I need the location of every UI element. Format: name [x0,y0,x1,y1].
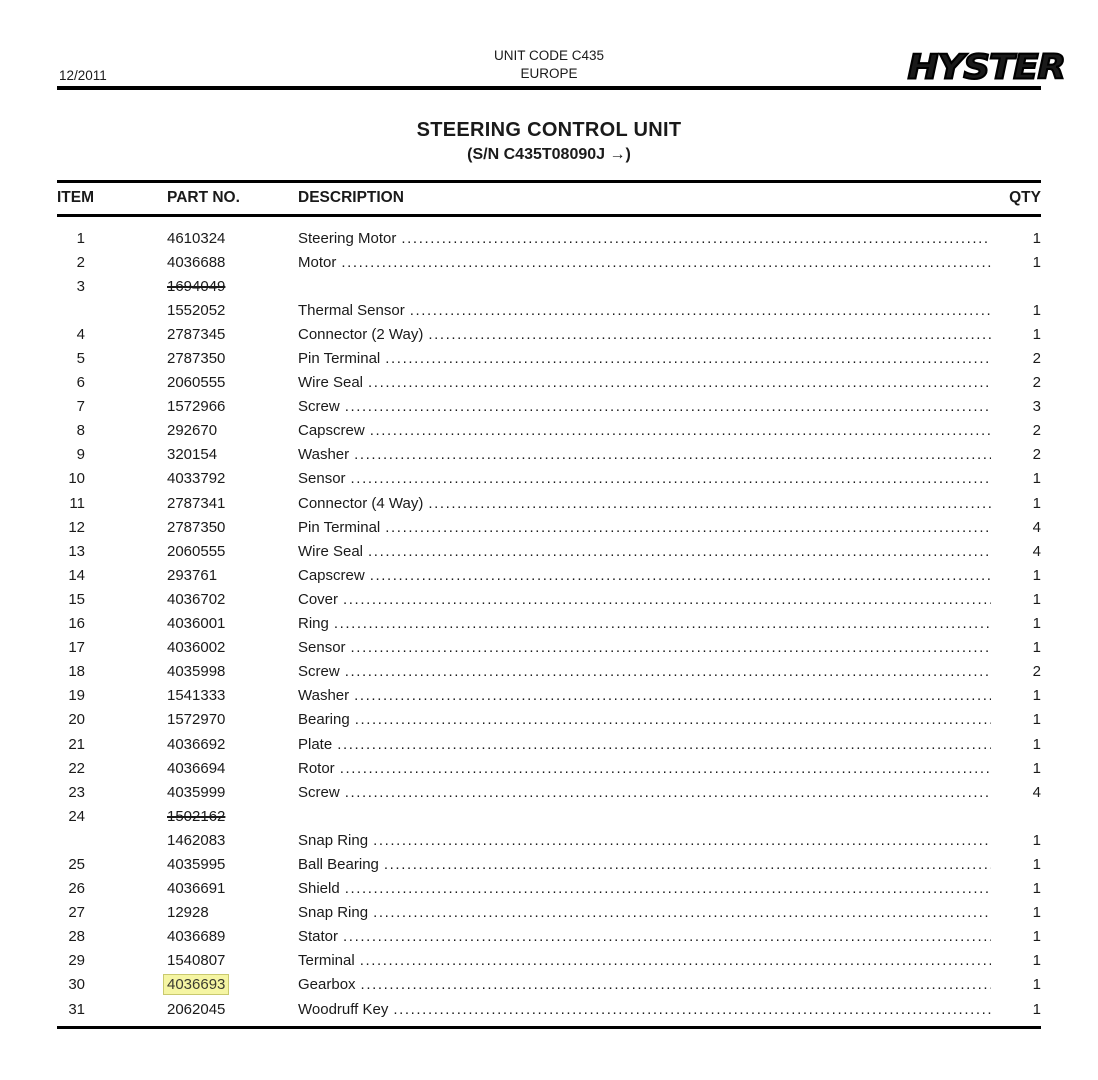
part-number: 2787345 [167,325,226,343]
description-cell [298,711,991,728]
dot-leader [385,350,991,367]
table-row [57,852,1041,876]
qty-value: 1 [1032,253,1041,271]
item-number: 17 [68,639,85,657]
table-row [57,371,1041,395]
part-number: 320154 [167,446,218,464]
qty-value: 1 [1032,590,1041,608]
qty-value: 4 [1032,518,1041,536]
part-number: 4036688 [167,253,226,271]
table-row [57,274,1041,298]
table-row [57,804,1041,828]
qty-value: 4 [1032,783,1041,801]
qty-value: 1 [1032,928,1041,946]
qty-value: 1 [1032,566,1041,584]
table-row [57,563,1041,587]
part-number: 4036693 [163,974,229,995]
item-number: 13 [68,542,85,560]
item-number: 10 [68,470,85,488]
item-number: 27 [68,904,85,922]
part-number: 4036694 [167,759,226,777]
page-title: STEERING CONTROL UNIT [416,119,682,141]
dot-leader [373,904,991,921]
description-cell [298,519,991,536]
region: EUROPE [520,65,578,81]
description-cell [298,398,991,415]
description-text: Plate [298,735,333,753]
table-row [57,756,1041,780]
item-number: 8 [76,422,85,440]
description-text: Sensor [298,470,346,488]
header-part-no: PART NO. [167,189,240,206]
part-number: 2787350 [167,350,226,368]
qty-value: 2 [1032,446,1041,464]
item-number: 21 [68,735,85,753]
description-cell [298,736,991,753]
part-number-cell [167,591,298,608]
dot-leader [334,615,991,632]
item-number: 7 [76,398,85,416]
qty-value: 1 [1032,325,1041,343]
item-number: 11 [69,494,85,512]
description-text: Motor [298,253,337,271]
part-number-cell [167,760,298,777]
table-body [57,217,1041,1029]
table-row [57,298,1041,322]
description-cell [298,952,991,969]
parts-table [57,180,1041,1029]
dot-leader [368,374,991,391]
description-text: Screw [298,398,340,416]
table-row [57,997,1041,1021]
description-text: Snap Ring [298,904,369,922]
description-text: Screw [298,783,340,801]
item-number: 19 [68,687,85,705]
part-number: 4036692 [167,735,226,753]
description-cell [298,687,991,704]
description-text: Pin Terminal [298,350,381,368]
description-cell [298,615,991,632]
part-number: 1540807 [167,952,226,970]
dot-leader [345,398,991,415]
part-number-cell [167,422,298,439]
dot-leader [373,832,991,849]
description-cell [298,446,991,463]
description-cell [298,591,991,608]
part-number-cell [167,976,298,993]
dot-leader [385,519,991,536]
item-number: 31 [68,1000,85,1018]
part-number-cell [167,254,298,271]
qty-value: 1 [1032,904,1041,922]
description-text: Washer [298,446,350,464]
unit-code: UNIT CODE C435 [493,48,605,63]
dot-leader [345,784,991,801]
part-number-cell [167,278,298,295]
description-text: Gearbox [298,976,356,994]
qty-value: 1 [1032,1000,1041,1018]
part-number-cell [167,567,298,584]
dot-leader [343,928,991,945]
item-number: 5 [76,350,85,368]
table-header-row [57,180,1041,217]
part-number: 4036002 [167,639,226,657]
description-text: Wire Seal [298,374,364,392]
qty-value: 3 [1032,398,1041,416]
dot-leader [351,470,991,487]
item-number: 20 [68,711,85,729]
dot-leader [428,326,991,343]
part-number: 292670 [167,422,218,440]
description-text: Capscrew [298,566,365,584]
table-row [57,515,1041,539]
part-number-cell [167,470,298,487]
part-number: 4035995 [167,855,226,873]
part-number-cell [167,1001,298,1018]
description-text: Screw [298,663,340,681]
part-number-cell [167,663,298,680]
description-text: Woodruff Key [298,1000,389,1018]
part-number-cell [167,350,298,367]
table-row [57,612,1041,636]
item-number: 29 [68,952,85,970]
description-cell [298,832,991,849]
description-text: Sensor [298,639,346,657]
description-text: Thermal Sensor [298,301,405,319]
part-number: 4035998 [167,663,226,681]
part-number: 2787341 [167,494,226,512]
part-number: 2060555 [167,374,226,392]
description-cell [298,904,991,921]
description-text: Bearing [298,711,350,729]
title-block [57,119,1041,164]
item-number: 12 [68,518,85,536]
dot-leader [370,567,991,584]
dot-leader [345,880,991,897]
dot-leader [355,711,991,728]
dot-leader [360,952,991,969]
table-row [57,877,1041,901]
dot-leader [337,736,991,753]
part-number-cell [167,519,298,536]
qty-value: 4 [1032,542,1041,560]
part-number: 4036702 [167,590,226,608]
part-number: 2062045 [167,1000,226,1018]
description-cell [298,856,991,873]
part-number: 12928 [167,904,209,922]
item-number: 22 [68,759,85,777]
part-number: 4033792 [167,470,226,488]
qty-value: 1 [1032,494,1041,512]
dot-leader [354,446,991,463]
item-number: 3 [76,277,85,295]
dot-leader [393,1001,991,1018]
part-number: 1502162 [167,807,226,825]
table-row [57,949,1041,973]
part-number: 1462083 [167,831,226,849]
header-description: DESCRIPTION [298,189,404,206]
description-cell [298,784,991,801]
table-row [57,346,1041,370]
dot-leader [343,591,991,608]
dot-leader [428,495,991,512]
description-text: Rotor [298,759,335,777]
hyster-logo: HYSTER [907,47,1065,87]
qty-value: 2 [1032,663,1041,681]
qty-value: 1 [1032,470,1041,488]
dot-leader [341,254,991,271]
serial-range: (S/N C435T08090J →) [467,146,631,163]
description-text: Washer [298,687,350,705]
qty-value: 1 [1032,831,1041,849]
table-row [57,780,1041,804]
table-row [57,443,1041,467]
dot-leader [368,543,991,560]
item-number: 4 [76,325,85,343]
description-text: Steering Motor [298,229,397,247]
item-number: 28 [68,928,85,946]
qty-value: 1 [1032,711,1041,729]
table-row [57,636,1041,660]
part-number-cell [167,639,298,656]
item-number: 16 [68,615,85,633]
description-cell [298,495,991,512]
part-number: 4036689 [167,928,226,946]
part-number: 1694049 [167,277,226,295]
part-number-cell [167,952,298,969]
qty-value: 1 [1032,855,1041,873]
item-number: 30 [68,976,85,994]
part-number-cell [167,808,298,825]
table-row [57,322,1041,346]
description-cell [298,663,991,680]
part-number-cell [167,736,298,753]
table-row [57,395,1041,419]
item-number: 18 [68,663,85,681]
description-text: Cover [298,590,339,608]
qty-value: 1 [1032,229,1041,247]
part-number-cell [167,326,298,343]
description-cell [298,928,991,945]
header-item: ITEM [57,189,95,206]
description-text: Shield [298,880,340,898]
part-number-cell [167,784,298,801]
part-number-cell [167,832,298,849]
description-text: Connector (4 Way) [298,494,424,512]
dot-leader [340,760,991,777]
part-number: 2060555 [167,542,226,560]
qty-value: 2 [1032,374,1041,392]
qty-value: 1 [1032,735,1041,753]
table-row [57,491,1041,515]
table-row [57,660,1041,684]
part-number-cell [167,856,298,873]
masthead [57,0,1065,90]
dot-leader [384,856,991,873]
part-number-cell [167,230,298,247]
qty-value: 1 [1032,952,1041,970]
description-cell [298,880,991,897]
part-number-cell [167,904,298,921]
table-row [57,732,1041,756]
dot-leader [354,687,991,704]
description-cell [298,254,991,271]
table-row [57,587,1041,611]
part-number-cell [167,374,298,391]
qty-value: 1 [1032,976,1041,994]
part-number-cell [167,495,298,512]
qty-value: 1 [1032,759,1041,777]
table-row [57,973,1041,997]
part-number-cell [167,711,298,728]
table-row [57,925,1041,949]
part-number-cell [167,446,298,463]
header-qty: QTY [1009,189,1041,206]
dot-leader [401,230,991,247]
part-number: 4036001 [167,615,226,633]
table-row [57,419,1041,443]
table-row [57,901,1041,925]
description-text: Connector (2 Way) [298,325,424,343]
description-cell [298,1001,991,1018]
description-cell [298,326,991,343]
part-number-cell [167,543,298,560]
description-text: Ball Bearing [298,855,379,873]
dot-leader [351,639,991,656]
description-cell [298,302,991,319]
item-number: 25 [68,855,85,873]
qty-value: 1 [1032,639,1041,657]
item-number: 6 [76,374,85,392]
part-number: 1572966 [167,398,226,416]
item-number: 24 [68,807,85,825]
description-text: Wire Seal [298,542,364,560]
dot-leader [410,302,991,319]
item-number: 1 [76,229,85,247]
part-number: 2787350 [167,518,226,536]
dot-leader [370,422,991,439]
description-text: Ring [298,615,329,633]
part-number: 1572970 [167,711,226,729]
description-text: Pin Terminal [298,518,381,536]
table-row [57,708,1041,732]
table-row [57,467,1041,491]
description-cell [298,976,991,993]
description-cell [298,567,991,584]
unit-code-block [57,47,1041,82]
description-cell [298,422,991,439]
part-number-cell [167,398,298,415]
part-number: 4610324 [167,229,226,247]
qty-value: 1 [1032,687,1041,705]
description-cell [298,543,991,560]
qty-value: 2 [1032,422,1041,440]
part-number-cell [167,880,298,897]
table-row [57,684,1041,708]
item-number: 9 [76,446,85,464]
part-number: 1541333 [167,687,226,705]
part-number: 1552052 [167,301,226,319]
item-number: 2 [76,253,85,271]
description-cell [298,374,991,391]
table-row [57,828,1041,852]
table-row [57,226,1041,250]
part-number-cell [167,687,298,704]
qty-value: 1 [1032,615,1041,633]
part-number: 293761 [167,566,218,584]
item-number: 15 [68,590,85,608]
part-number-cell [167,302,298,319]
table-row [57,250,1041,274]
description-cell [298,470,991,487]
dot-leader [345,663,991,680]
revision-date: 12/2011 [59,68,107,83]
part-number-cell [167,615,298,632]
description-text: Terminal [298,952,355,970]
item-number: 23 [68,783,85,801]
description-cell [298,230,991,247]
part-number-cell [167,928,298,945]
dot-leader [361,976,991,993]
description-text: Capscrew [298,422,365,440]
description-text: Stator [298,928,339,946]
description-cell [298,350,991,367]
item-number: 14 [68,566,85,584]
part-number: 4036691 [167,880,226,898]
qty-value: 1 [1032,880,1041,898]
description-cell [298,760,991,777]
table-row [57,539,1041,563]
part-number: 4035999 [167,783,226,801]
description-text: Snap Ring [298,831,369,849]
description-cell [298,639,991,656]
qty-value: 2 [1032,350,1041,368]
qty-value: 1 [1032,301,1041,319]
item-number: 26 [68,880,85,898]
